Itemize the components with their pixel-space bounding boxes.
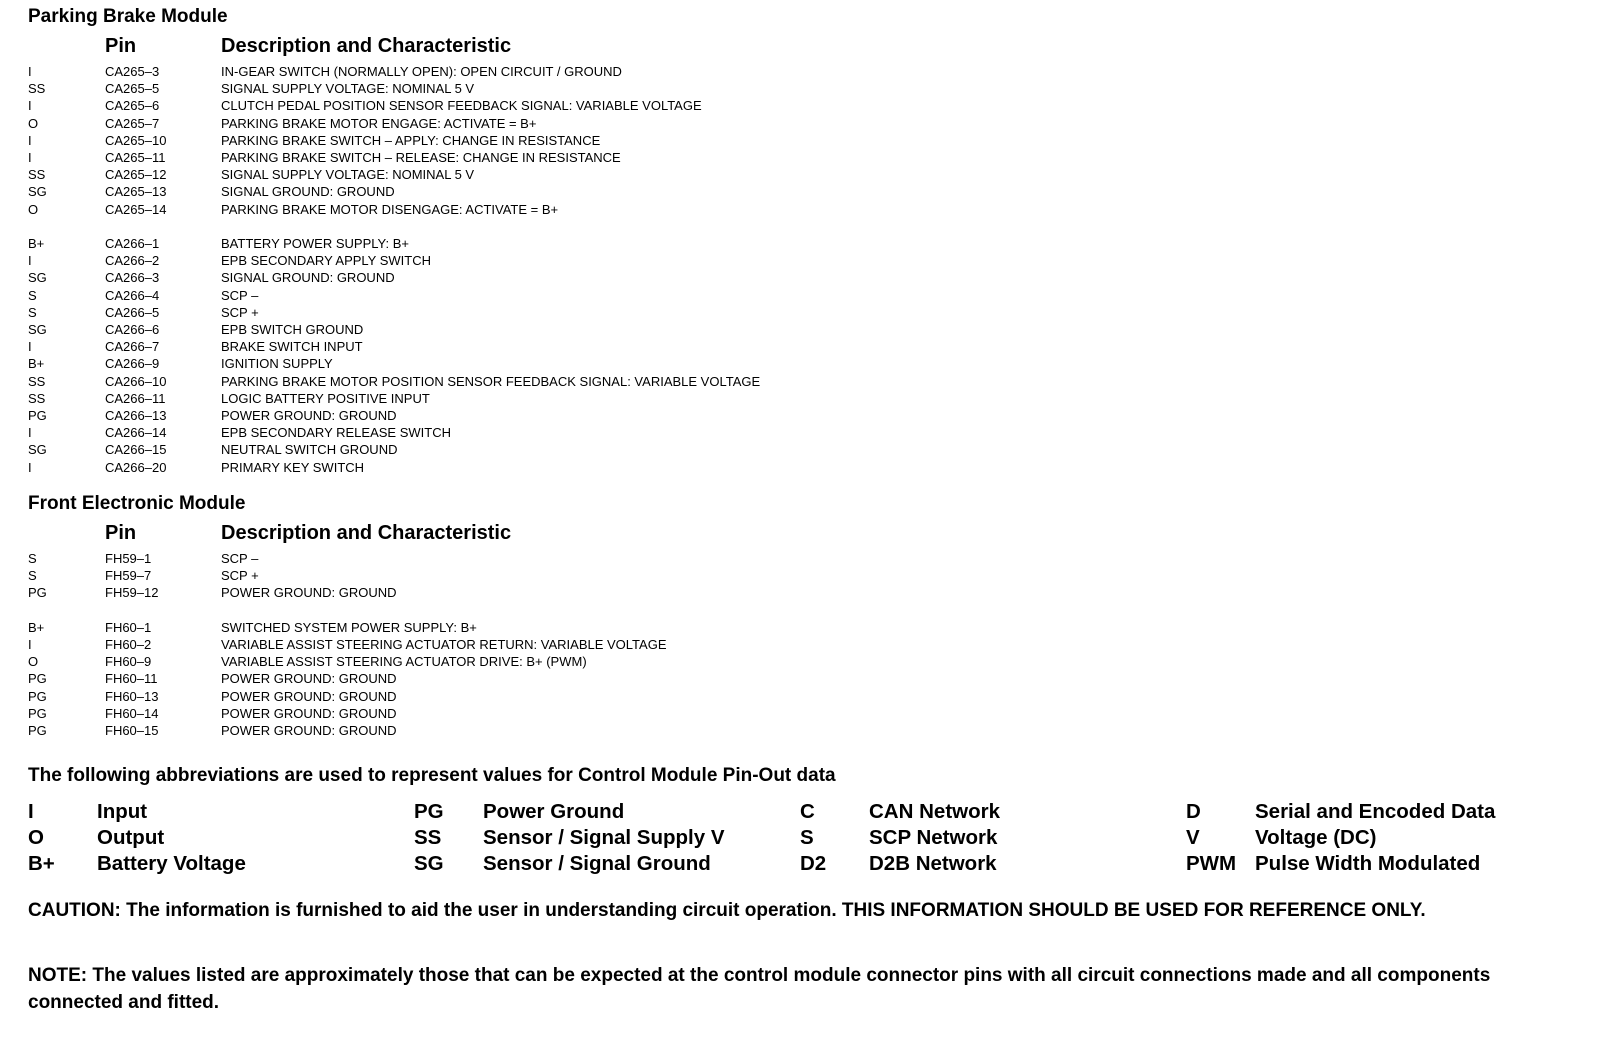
pin-id: FH59–1 [105, 551, 152, 566]
pin-description: SCP + [221, 304, 259, 320]
pin-id: CA266–20 [105, 459, 167, 475]
abbreviation-code: S [800, 826, 814, 849]
pin-type: B+ [28, 619, 45, 635]
abbreviation-code: I [28, 800, 34, 823]
pin-id: CA266–7 [105, 339, 160, 355]
pin-description: POWER GROUND: GROUND [221, 705, 397, 721]
abbreviation-code: O [28, 826, 44, 849]
pin-type: I [28, 98, 32, 114]
pin-id: FH60–9 [105, 654, 152, 670]
pin-type: SG [28, 322, 47, 337]
pin-description: IN-GEAR SWITCH (NORMALLY OPEN): OPEN CIRCUIT / GROUND [221, 64, 622, 79]
pin-id: CA266–6 [105, 322, 160, 337]
pin-type: O [28, 201, 39, 217]
abbreviation-meaning: Input [97, 800, 148, 823]
pin-description: POWER GROUND: GROUND [221, 408, 397, 423]
pin-type: S [28, 304, 37, 320]
pin-description: PARKING BRAKE SWITCH – APPLY: CHANGE IN RESISTANCE [221, 132, 601, 148]
front-description-header: Description and Characteristic [221, 522, 512, 544]
pin-description: SIGNAL GROUND: GROUND [221, 270, 395, 286]
pin-type: SS [28, 373, 46, 389]
pin-id: CA265–13 [105, 184, 167, 200]
front-pin-header: Pin [105, 522, 137, 544]
abbreviations-intro: The following abbreviations are used to represent values for Control Module Pin-Out data [28, 765, 836, 786]
abbreviation-code: D2 [800, 852, 827, 875]
front-electronic-module-title: Front Electronic Module [28, 493, 246, 514]
pin-type: PG [28, 671, 47, 687]
abbreviation-meaning: Serial and Encoded Data [1255, 800, 1496, 823]
pin-description: SIGNAL GROUND: GROUND [221, 184, 395, 200]
pin-description: VARIABLE ASSIST STEERING ACTUATOR RETURN: VARIABLE VOLTAGE [221, 637, 667, 652]
abbreviation-code: PWM [1186, 852, 1237, 875]
pin-id: FH60–2 [105, 637, 152, 652]
caution-text: CAUTION: The information is furnished to aid the user in understanding circuit operation. THIS INFORMATION SHOULD BE USED FOR REFERENCE ONLY. [28, 900, 1426, 921]
abbreviation-meaning: CAN Network [869, 800, 1000, 823]
pin-description: VARIABLE ASSIST STEERING ACTUATOR DRIVE: B+ (PWM) [221, 654, 587, 670]
pin-id: CA266–11 [105, 390, 166, 406]
parking-brake-module-title: Parking Brake Module [28, 6, 228, 27]
pin-description: SCP – [221, 551, 259, 566]
pin-description: POWER GROUND: GROUND [221, 723, 397, 738]
pin-type: I [28, 425, 32, 441]
pin-type: SS [28, 81, 46, 97]
pin-description: SCP + [221, 568, 259, 584]
pin-description: EPB SECONDARY RELEASE SWITCH [221, 425, 451, 441]
pin-description: EPB SECONDARY APPLY SWITCH [221, 253, 431, 269]
abbreviation-code: D [1186, 800, 1201, 823]
pin-description: PARKING BRAKE MOTOR DISENGAGE: ACTIVATE = B+ [221, 201, 559, 217]
pin-description: PRIMARY KEY SWITCH [221, 459, 365, 475]
pin-type: SS [28, 167, 46, 183]
pin-id: CA265–7 [105, 115, 160, 131]
pin-type: B+ [28, 356, 45, 372]
abbreviation-meaning: Voltage (DC) [1255, 826, 1377, 849]
pin-type: I [28, 64, 32, 79]
pin-id: CA265–5 [105, 81, 160, 97]
pin-description: EPB SWITCH GROUND [221, 322, 364, 337]
pin-description: SIGNAL SUPPLY VOLTAGE: NOMINAL 5 V [221, 167, 475, 183]
pin-type: I [28, 637, 32, 652]
abbreviation-meaning: D2B Network [869, 852, 997, 875]
pin-id: CA266–13 [105, 408, 167, 423]
pin-id: CA266–5 [105, 304, 160, 320]
pin-type: I [28, 253, 32, 269]
pin-type: B+ [28, 236, 45, 251]
pin-description: POWER GROUND: GROUND [221, 671, 397, 687]
pin-type: PG [28, 705, 47, 721]
pin-type: SG [28, 270, 47, 286]
pin-description: IGNITION SUPPLY [221, 356, 333, 372]
pin-id: CA266–15 [105, 442, 167, 458]
abbreviation-code: C [800, 800, 815, 823]
abbreviation-code: V [1186, 826, 1200, 849]
note-text: NOTE: The values listed are approximately those that can be expected at the control module connector pins with all circuit connections made and all components connected and fitted. [28, 965, 1491, 1013]
pin-type: PG [28, 723, 47, 738]
pin-id: FH60–13 [105, 688, 159, 704]
pin-type: I [28, 150, 32, 165]
pin-id: FH59–7 [105, 568, 152, 584]
pin-type: S [28, 551, 37, 566]
pin-type: I [28, 459, 32, 475]
pin-type: I [28, 339, 32, 355]
pin-id: CA266–1 [105, 236, 160, 251]
pin-type: I [28, 132, 32, 148]
pin-id: CA265–10 [105, 132, 167, 148]
pin-description: POWER GROUND: GROUND [221, 585, 397, 601]
parking-pin-header: Pin [105, 35, 137, 57]
pin-id: CA266–3 [105, 270, 160, 286]
pin-type: SG [28, 184, 47, 200]
abbreviation-code: B+ [28, 852, 55, 875]
pin-id: CA266–9 [105, 356, 160, 372]
pin-type: O [28, 654, 39, 670]
abbreviation-meaning: Pulse Width Modulated [1255, 852, 1481, 875]
abbreviation-code: PG [414, 800, 444, 823]
pin-description: SWITCHED SYSTEM POWER SUPPLY: B+ [221, 619, 477, 635]
pin-id: CA265–12 [105, 167, 167, 183]
abbreviation-meaning: Sensor / Signal Supply V [483, 826, 725, 849]
pin-id: FH60–14 [105, 705, 159, 721]
pin-description: CLUTCH PEDAL POSITION SENSOR FEEDBACK SIGNAL: VARIABLE VOLTAGE [221, 98, 702, 114]
pin-description: SCP – [221, 287, 259, 303]
pin-description: PARKING BRAKE MOTOR ENGAGE: ACTIVATE = B+ [221, 115, 537, 131]
pin-type: O [28, 115, 39, 131]
pin-id: FH59–12 [105, 585, 159, 601]
pin-id: CA265–6 [105, 98, 160, 114]
pin-description: SIGNAL SUPPLY VOLTAGE: NOMINAL 5 V [221, 81, 475, 97]
abbreviation-meaning: SCP Network [869, 826, 998, 849]
abbreviation-code: SG [414, 852, 444, 875]
parking-description-header: Description and Characteristic [221, 35, 512, 57]
pin-type: S [28, 287, 37, 303]
pin-id: CA265–3 [105, 64, 160, 79]
pin-description: POWER GROUND: GROUND [221, 688, 397, 704]
pin-type: S [28, 568, 37, 584]
pin-id: CA265–11 [105, 150, 166, 165]
pin-type: PG [28, 408, 47, 423]
pin-type: SG [28, 442, 47, 458]
pin-id: FH60–1 [105, 619, 152, 635]
abbreviation-code: SS [414, 826, 442, 849]
abbreviation-meaning: Power Ground [483, 800, 625, 823]
abbreviation-meaning: Output [97, 826, 165, 849]
abbreviation-meaning: Sensor / Signal Ground [483, 852, 711, 875]
pin-description: PARKING BRAKE MOTOR POSITION SENSOR FEEDBACK SIGNAL: VARIABLE VOLTAGE [221, 373, 761, 389]
pin-id: CA266–4 [105, 287, 160, 303]
pin-type: PG [28, 688, 47, 704]
pin-description: BRAKE SWITCH INPUT [221, 339, 363, 355]
pin-description: NEUTRAL SWITCH GROUND [221, 442, 398, 458]
pin-id: CA266–10 [105, 373, 167, 389]
pin-id: FH60–11 [105, 671, 158, 687]
pin-type: PG [28, 585, 47, 601]
pin-id: CA266–14 [105, 425, 167, 441]
pin-description: BATTERY POWER SUPPLY: B+ [221, 236, 409, 251]
pin-description: PARKING BRAKE SWITCH – RELEASE: CHANGE IN RESISTANCE [221, 150, 621, 165]
pin-type: SS [28, 390, 46, 406]
pin-id: CA265–14 [105, 201, 167, 217]
pin-id: FH60–15 [105, 723, 159, 738]
pin-description: LOGIC BATTERY POSITIVE INPUT [221, 390, 430, 406]
abbreviation-meaning: Battery Voltage [97, 852, 246, 875]
pin-id: CA266–2 [105, 253, 160, 269]
